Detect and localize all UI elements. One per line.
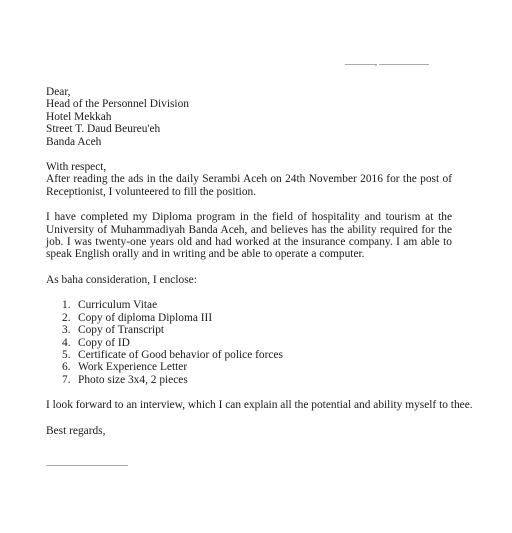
list-item [62, 374, 452, 386]
list-item [62, 349, 452, 361]
list-item [62, 361, 452, 373]
date-placeholder: ..............., ......................... [345, 58, 429, 67]
closing-paragraph: I look forward to an interview, which I can explain all the potential and ability myself to thee. [46, 399, 473, 412]
list-number: 7. [62, 373, 71, 386]
salutation: Dear, [46, 86, 71, 98]
list-text: Work Experience Letter [78, 361, 188, 374]
list-text: Curriculum Vitae [78, 299, 158, 312]
closing: Best regards, [46, 424, 106, 437]
list-number: 5. [62, 348, 71, 361]
list-item [62, 299, 452, 311]
list-number: 2. [62, 311, 71, 324]
list-number: 3. [62, 324, 71, 337]
list-text: Copy of diploma Diploma III [78, 311, 213, 324]
list-number: 4. [62, 336, 71, 349]
list-item [62, 324, 452, 336]
greeting: With respect, [46, 161, 107, 174]
list-number: 1. [62, 299, 71, 312]
paragraph-qualifications: I have completed my Diploma program in the field of hospitality and tourism at the University of Muhammadiyah Banda Aceh, and believes has the ability required for the job. I was twenty-one years old and had worked at the insurance company. I am able to speak English orally and in writing and be able to operate a computer. [46, 211, 452, 261]
list-text: Photo size 3x4, 2 pieces [78, 373, 188, 386]
recipient-line: Banda Aceh [46, 135, 102, 148]
signature-placeholder: ......................................... [46, 459, 128, 468]
list-text: Copy of ID [78, 336, 130, 349]
list-item [62, 337, 452, 349]
enclose-intro: As baha consideration, I enclose: [46, 273, 197, 286]
list-item [62, 312, 452, 324]
list-text: Copy of Transcript [78, 324, 165, 337]
paragraph-ad-reference: After reading the ads in the daily Serambi Aceh on 24th November 2016 for the post of Receptionist, I volunteered to fill the position. [46, 173, 452, 198]
recipient-line: Head of the Personnel Division [46, 98, 189, 111]
recipient-line: Street T. Daud Beureu'eh [46, 123, 161, 136]
letter-body [46, 86, 473, 437]
recipient-line: Hotel Mekkah [46, 110, 112, 123]
list-number: 6. [62, 361, 71, 374]
enclosure-list [46, 299, 452, 386]
list-text: Certificate of Good behavior of police forces [78, 348, 283, 361]
